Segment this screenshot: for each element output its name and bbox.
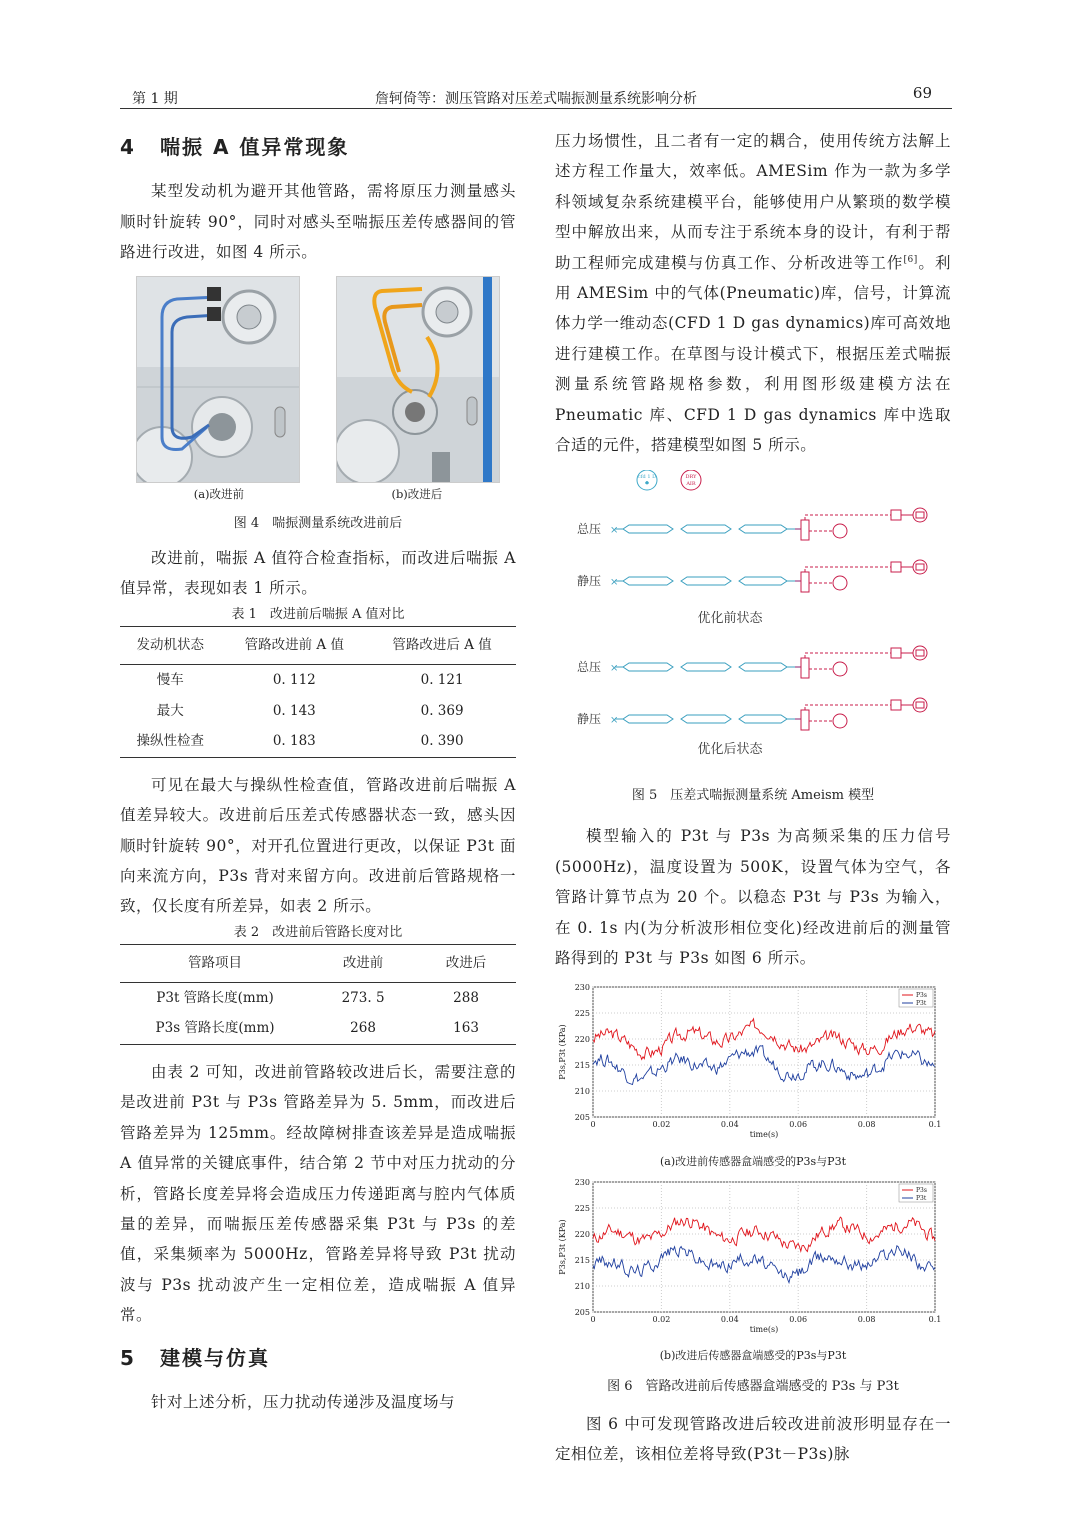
y-axis-label: P3s,P3t (KPa)	[558, 1219, 567, 1275]
table-cell: 288	[453, 989, 479, 1006]
pipe-segment	[681, 715, 731, 723]
table-cell: 273. 5	[341, 989, 385, 1006]
table-cell: P3s 管路长度(mm)	[155, 1020, 275, 1037]
table-row	[120, 982, 516, 1013]
figure-5	[555, 470, 951, 811]
x-tick-label: 0.1	[928, 1314, 942, 1324]
table-cell: 0. 143	[272, 702, 316, 719]
paragraph: 模型输入的 P3t 与 P3s 为高频采集的压力信号(5000Hz)，温度设置为 500K，设置气体为空气，各管路计算节点为 20 个。以稳态 P3t 与 P3s 为输入，在 0. 1s 内(为分析波形相位变化)经改进前后的测量管路得到的 P3t 与 P3s 如图 6 所示。	[555, 827, 951, 967]
table-cell: 163	[453, 1020, 479, 1037]
monitor-icon	[913, 646, 927, 660]
paragraph-text: 压力场惯性，且二者有一定的耦合，使用传统方法解上述方程工作量大，效率低。AMESim 作为一款为多学科领域复杂系统建模平台，能够使用户从繁琐的数学模型中解放出来，从而专注于系统本身的设计，有利于帮助工程师完成建模与仿真工作、分析改进等工作	[555, 132, 951, 272]
y-tick-label: 225	[574, 1009, 590, 1019]
state-before-label: 优化前状态	[697, 611, 763, 627]
issue-label: 第 1 期	[132, 91, 178, 107]
total-pressure-label: 总压	[577, 660, 602, 675]
plot-area	[593, 987, 935, 1117]
y-axis-label: P3s,P3t (KPa)	[558, 1024, 567, 1080]
pipe-source-mark: ×	[610, 663, 619, 675]
figure-5-diagram	[555, 470, 951, 770]
pipe-segment	[681, 577, 731, 585]
table-1-caption: 表 1 改进前后喘振 A 值对比	[231, 606, 405, 622]
y-tick-label: 205	[574, 1307, 590, 1317]
left-column	[120, 126, 516, 1417]
y-tick-label: 205	[574, 1113, 590, 1123]
x-tick-label: 0.06	[789, 1120, 808, 1130]
legend-label: P3t	[916, 1194, 927, 1202]
sensor-block	[801, 710, 809, 730]
plot-area	[593, 1182, 935, 1312]
y-tick-label: 230	[574, 983, 590, 993]
paragraph	[555, 126, 951, 460]
table-cell: 慢车	[156, 671, 184, 688]
y-tick-label: 215	[574, 1061, 590, 1071]
section-title: 喘振 A 值异常现象	[160, 135, 350, 159]
x-tick-label: 0.02	[652, 1120, 671, 1130]
figure-6-caption: 图 6 管路改进前后传感器盒端感受的 P3s 与 P3t	[607, 1379, 899, 1395]
x-tick-label: 0.08	[857, 1120, 876, 1130]
pipe-source-mark: ×	[610, 715, 619, 727]
section-4-heading	[120, 132, 516, 162]
x-tick-label: 0.04	[720, 1314, 739, 1324]
icon-label: cfd 1 D	[637, 474, 657, 481]
cfd-icon	[637, 470, 657, 490]
pipe-rows	[610, 508, 927, 730]
pipe-segment	[739, 525, 787, 533]
table-row	[120, 1013, 516, 1044]
monitor-screen	[916, 702, 924, 708]
paragraph: 可见在最大与操纵性检查值，管路改进前后喘振 A 值差异较大。改进前后压差式传感器状态一致，感头因顺时针旋转 90°，对开孔位置进行更改，以保证 P3t 面向来流方向，P3s 背对来留方向。改进前后管路规格一致，仅长度有所差异，如表 2 所示。	[120, 775, 516, 916]
x-tick-label: 0.02	[652, 1314, 671, 1324]
legend-label: P3s	[916, 992, 927, 1000]
sensor-block	[801, 520, 809, 540]
pipe-segment	[739, 577, 787, 585]
output-block	[891, 562, 901, 572]
x-tick-label: 0.1	[928, 1120, 942, 1130]
paragraph-text: 。利用 AMESim 中的气体(Pneumatic)库，信号，计算流体力学一维动态(CFD 1 D gas dynamics)库可高效地进行建模工作。在草图与设计模式下，根据压差式喘振测量系统管路规格参数，利用图形级建模方法在 Pneumatic 库、CFD 1 D gas dynamics 库中选取合适的元件，搭建模型如图 5 所示。	[555, 253, 951, 455]
citation: [6]	[903, 254, 918, 265]
y-tick-label: 230	[574, 1177, 590, 1187]
figure-4a-photo	[136, 276, 300, 483]
monitor-screen	[916, 650, 924, 656]
table-1	[120, 626, 516, 758]
pipe-source-mark: ×	[610, 525, 619, 537]
figure-5-caption: 图 5 压差式喘振测量系统 Ameism 模型	[631, 787, 875, 803]
x-tick-label: 0	[590, 1314, 596, 1324]
figure-4a-caption: (a)改进前	[193, 486, 245, 501]
running-title: 詹轲倚等：测压管路对压差式喘振测量系统影响分析	[375, 91, 697, 107]
x-axis-label: time(s)	[749, 1130, 779, 1140]
table-header: 管路改进前 A 值	[244, 637, 344, 654]
gain-block	[833, 662, 847, 676]
pipe-segment	[681, 525, 731, 533]
table-cell: P3t 管路长度(mm)	[156, 989, 274, 1006]
icon-label: AIR	[686, 481, 696, 488]
y-tick-label: 225	[574, 1203, 590, 1213]
sensor-block	[801, 572, 809, 592]
gain-block	[833, 714, 847, 728]
table-header: 改进后	[445, 955, 487, 972]
icon-label: DRY	[685, 474, 697, 481]
section-5-heading	[120, 1343, 516, 1373]
figure-6b-chart	[555, 1174, 951, 1342]
table-cell: 0. 112	[272, 671, 316, 688]
pipe-source-mark: ×	[610, 577, 619, 589]
dry-air-icon	[681, 470, 701, 490]
section-number: 4	[120, 135, 136, 159]
figure-6a-chart	[555, 979, 951, 1147]
output-block	[891, 510, 901, 520]
pipe-segment	[681, 663, 731, 671]
right-column	[555, 126, 951, 1469]
figure-4-caption: 图 4 喘振测量系统改进前后	[233, 515, 403, 531]
legend	[899, 989, 933, 1007]
signal-link	[805, 515, 891, 520]
gain-block	[833, 524, 847, 538]
monitor-screen	[916, 564, 924, 570]
pipe-segment	[623, 715, 673, 723]
y-tick-label: 210	[574, 1087, 590, 1097]
figure-4b-photo	[336, 276, 500, 483]
sensor-block	[801, 658, 809, 678]
table-row	[120, 664, 516, 695]
table-2	[120, 944, 516, 1045]
section-number: 5	[120, 1345, 136, 1370]
figure-6a-caption: (a)改进前传感器盒端感受的P3s与P3t	[659, 1154, 846, 1168]
table-cell: 最大	[156, 702, 184, 719]
monitor-icon	[913, 508, 927, 522]
table-cell: 0. 390	[420, 733, 464, 750]
y-tick-label: 215	[574, 1255, 590, 1265]
table-header-row	[120, 626, 516, 664]
table-2-caption: 表 2 改进前后管路长度对比	[233, 924, 403, 940]
legend-label: P3t	[916, 1000, 927, 1008]
figure-4-subcaptions	[120, 485, 516, 503]
table-row	[120, 695, 516, 726]
monitor-icon	[913, 698, 927, 712]
gain-block	[833, 576, 847, 590]
table-cell: 0. 121	[420, 671, 464, 688]
static-pressure-label: 静压	[577, 712, 602, 727]
y-tick-label: 220	[574, 1035, 590, 1045]
section-title: 建模与仿真	[160, 1345, 270, 1370]
table-cell: 268	[350, 1020, 376, 1037]
output-block	[891, 700, 901, 710]
figure-6b-caption: (b)改进后传感器盒端感受的P3s与P3t	[659, 1349, 847, 1363]
paragraph: 改进前，喘振 A 值符合检查指标，而改进后喘振 A 值异常，表现如表 1 所示。	[120, 549, 516, 598]
pipe-segment	[623, 663, 673, 671]
paragraph: 图 6 中可发现管路改进后较改进前波形明显存在一定相位差，该相位差将导致(P3t－P3s)脉	[555, 1414, 951, 1463]
x-tick-label: 0.08	[857, 1314, 876, 1324]
output-block	[891, 648, 901, 658]
table-header: 发动机状态	[136, 637, 204, 654]
x-tick-label: 0	[590, 1120, 596, 1130]
table-header: 管路项目	[188, 955, 243, 972]
page-number: 69	[912, 84, 932, 102]
figure-4-images	[136, 276, 500, 483]
signal-link	[805, 567, 891, 572]
figure-4b-caption: (b)改进后	[391, 486, 443, 501]
table-cell: 0. 183	[272, 733, 316, 750]
table-header: 改进前	[342, 955, 384, 972]
table-cell: 0. 369	[420, 702, 464, 719]
running-header	[120, 84, 952, 109]
paragraph: 针对上述分析，压力扰动传递涉及温度场与	[151, 1392, 456, 1411]
y-tick-label: 210	[574, 1281, 590, 1291]
x-tick-label: 0.06	[789, 1314, 808, 1324]
state-after-label: 优化后状态	[697, 742, 763, 758]
paragraph: 某型发动机为避开其他管路，需将原压力测量感头顺时针旋转 90°，同时对感头至喘振压差传感器间的管路进行改进，如图 4 所示。	[120, 182, 516, 262]
x-tick-label: 0.04	[720, 1120, 739, 1130]
pipe-segment	[623, 525, 673, 533]
total-pressure-label: 总压	[577, 522, 602, 537]
monitor-screen	[916, 512, 924, 518]
static-pressure-label: 静压	[577, 574, 602, 589]
y-tick-label: 220	[574, 1229, 590, 1239]
pipe-segment	[739, 715, 787, 723]
paragraph: 由表 2 可知，改进前管路较改进后长，需要注意的是改进前 P3t 与 P3s 管路差异为 5. 5mm，而改进后管路差异为 125mm。经故障树排查该差异是造成喘振 A 值异常的关键底事件，结合第 2 节中对压力扰动的分析，管路长度差异将会造成压力传递距离与腔内气体质量的差异，而喘振压差传感器采集 P3t 与 P3s 的差值，采集频率为 5000Hz，管路差异将导致 P3t 扰动波与 P3s 扰动波产生一定相位差，造成喘振 A 值异常。	[120, 1062, 516, 1325]
figure-6	[555, 979, 951, 1402]
table-header-row	[120, 944, 516, 982]
signal-link	[805, 653, 891, 658]
table-row	[120, 726, 516, 757]
pipe-segment	[739, 663, 787, 671]
pipe-segment	[623, 577, 673, 585]
legend-label: P3s	[916, 1186, 927, 1194]
table-header: 管路改进后 A 值	[392, 637, 492, 654]
table-cell: 操纵性检查	[136, 733, 204, 750]
x-axis-label: time(s)	[749, 1324, 779, 1334]
legend	[899, 1184, 933, 1202]
monitor-icon	[913, 560, 927, 574]
signal-link	[805, 705, 891, 710]
